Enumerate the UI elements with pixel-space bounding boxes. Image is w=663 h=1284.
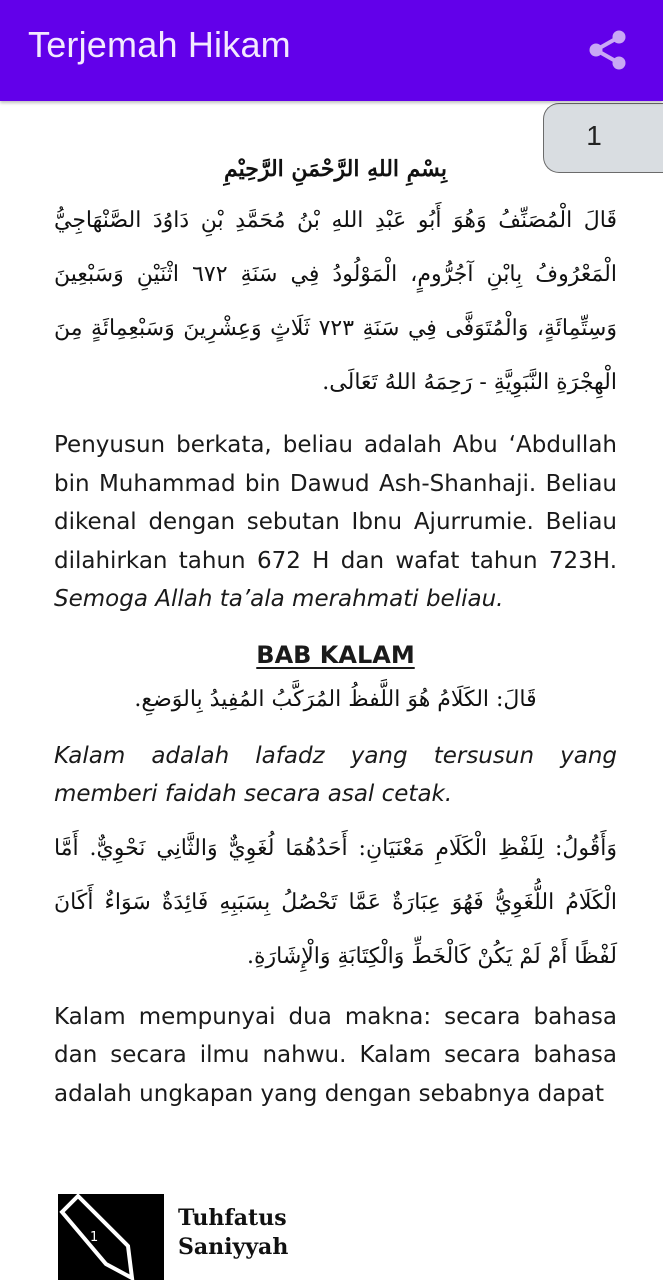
section-heading: BAB KALAM — [256, 640, 415, 669]
matn-translation — [54, 737, 617, 814]
intro-arabic-text: قَالَ الْمُصَنِّفُ وَهُوَ أَبُو عَبْدِ اللهِ بْنُ مُحَمَّدِ بْنِ دَاوُدَ الصَّنْهَاجِيُّ الْمَعْرُوفُ بِابْنِ آجُرُّومٍ، الْمَوْلُودُ فِي سَنَةِ ٦٧٢ اثْنَيْنِ وَسَبْعِينَ وَسِتِّمِائَةٍ، وَالْمُتَوَفَّى فِي سَنَةِ ٧٢٣ ثَلَاثٍ وَعِشْرِينَ وَسَبْعِمِائَةٍ مِنَ الْهِجْرَةِ النَّبَوِيَّةِ - رَحِمَهُ اللهُ تَعَالَى. — [54, 208, 617, 395]
matn-arabic-text: قَالَ: الكَلَامُ هُوَ اللَّفظُ المُرَكَّبُ المُفِيدُ بِالوَضعِ. — [134, 686, 537, 712]
basmalah: بِسْمِ اللهِ الرَّحْمَنِ الرَّحِيْمِ — [223, 156, 448, 182]
page-number-badge[interactable] — [543, 103, 663, 173]
sharh-translation: Kalam mempunyai dua makna: secara bahasa dan secara ilmu nahwu. Kalam secara bahasa adalah ungkapan yang dengan sebabnya dapat — [54, 1003, 617, 1107]
pencil-logo-icon — [58, 1194, 164, 1280]
intro-translation-plain: Penyusun berkata, beliau adalah Abu ‘Abdullah bin Muhammad bin Dawud Ash-Shanhaji. Beliau dikenal dengan sebutan Ibnu Ajurrumie. Beliau dilahirkan tahun 672 H dan wafat tahun 723H. — [54, 432, 617, 574]
app-bar — [0, 0, 663, 101]
book-title — [178, 1204, 288, 1262]
book-title-line2: Saniyyah — [178, 1234, 289, 1260]
matn-translation-text: Kalam adalah lafadz yang tersusun yang memberi faidah secara asal cetak. — [54, 742, 617, 807]
page-content — [54, 140, 617, 1113]
book-title-line1: Tuhfatus — [178, 1205, 287, 1231]
app-title: Terjemah Hikam — [28, 24, 291, 65]
intro-translation-italic: Semoga Allah ta’ala merahmati beliau. — [54, 586, 504, 612]
logo-number: 1 — [90, 1230, 99, 1245]
page-number: 1 — [586, 120, 602, 151]
intro-translation — [54, 426, 617, 619]
share-icon[interactable] — [584, 26, 632, 74]
sharh-arabic-text: وَأَقُولُ: لِلَفْظِ الْكَلَامِ مَعْنَيَانِ: أَحَدُهُمَا لُغَوِيٌّ وَالثَّانِي نَحْوِيٌّ. أَمَّا الْكَلَامُ اللُّغَوِيُّ فَهُوَ عِبَارَةٌ عَمَّا تَحْصُلُ بِسَبَبِهِ فَائِدَةٌ سَوَاءٌ أَكَانَ لَفْظًا أَمْ لَمْ يَكُنْ كَالْخَطِّ وَالْكِتَابَةِ وَالْإِشَارَةِ. — [54, 835, 617, 969]
